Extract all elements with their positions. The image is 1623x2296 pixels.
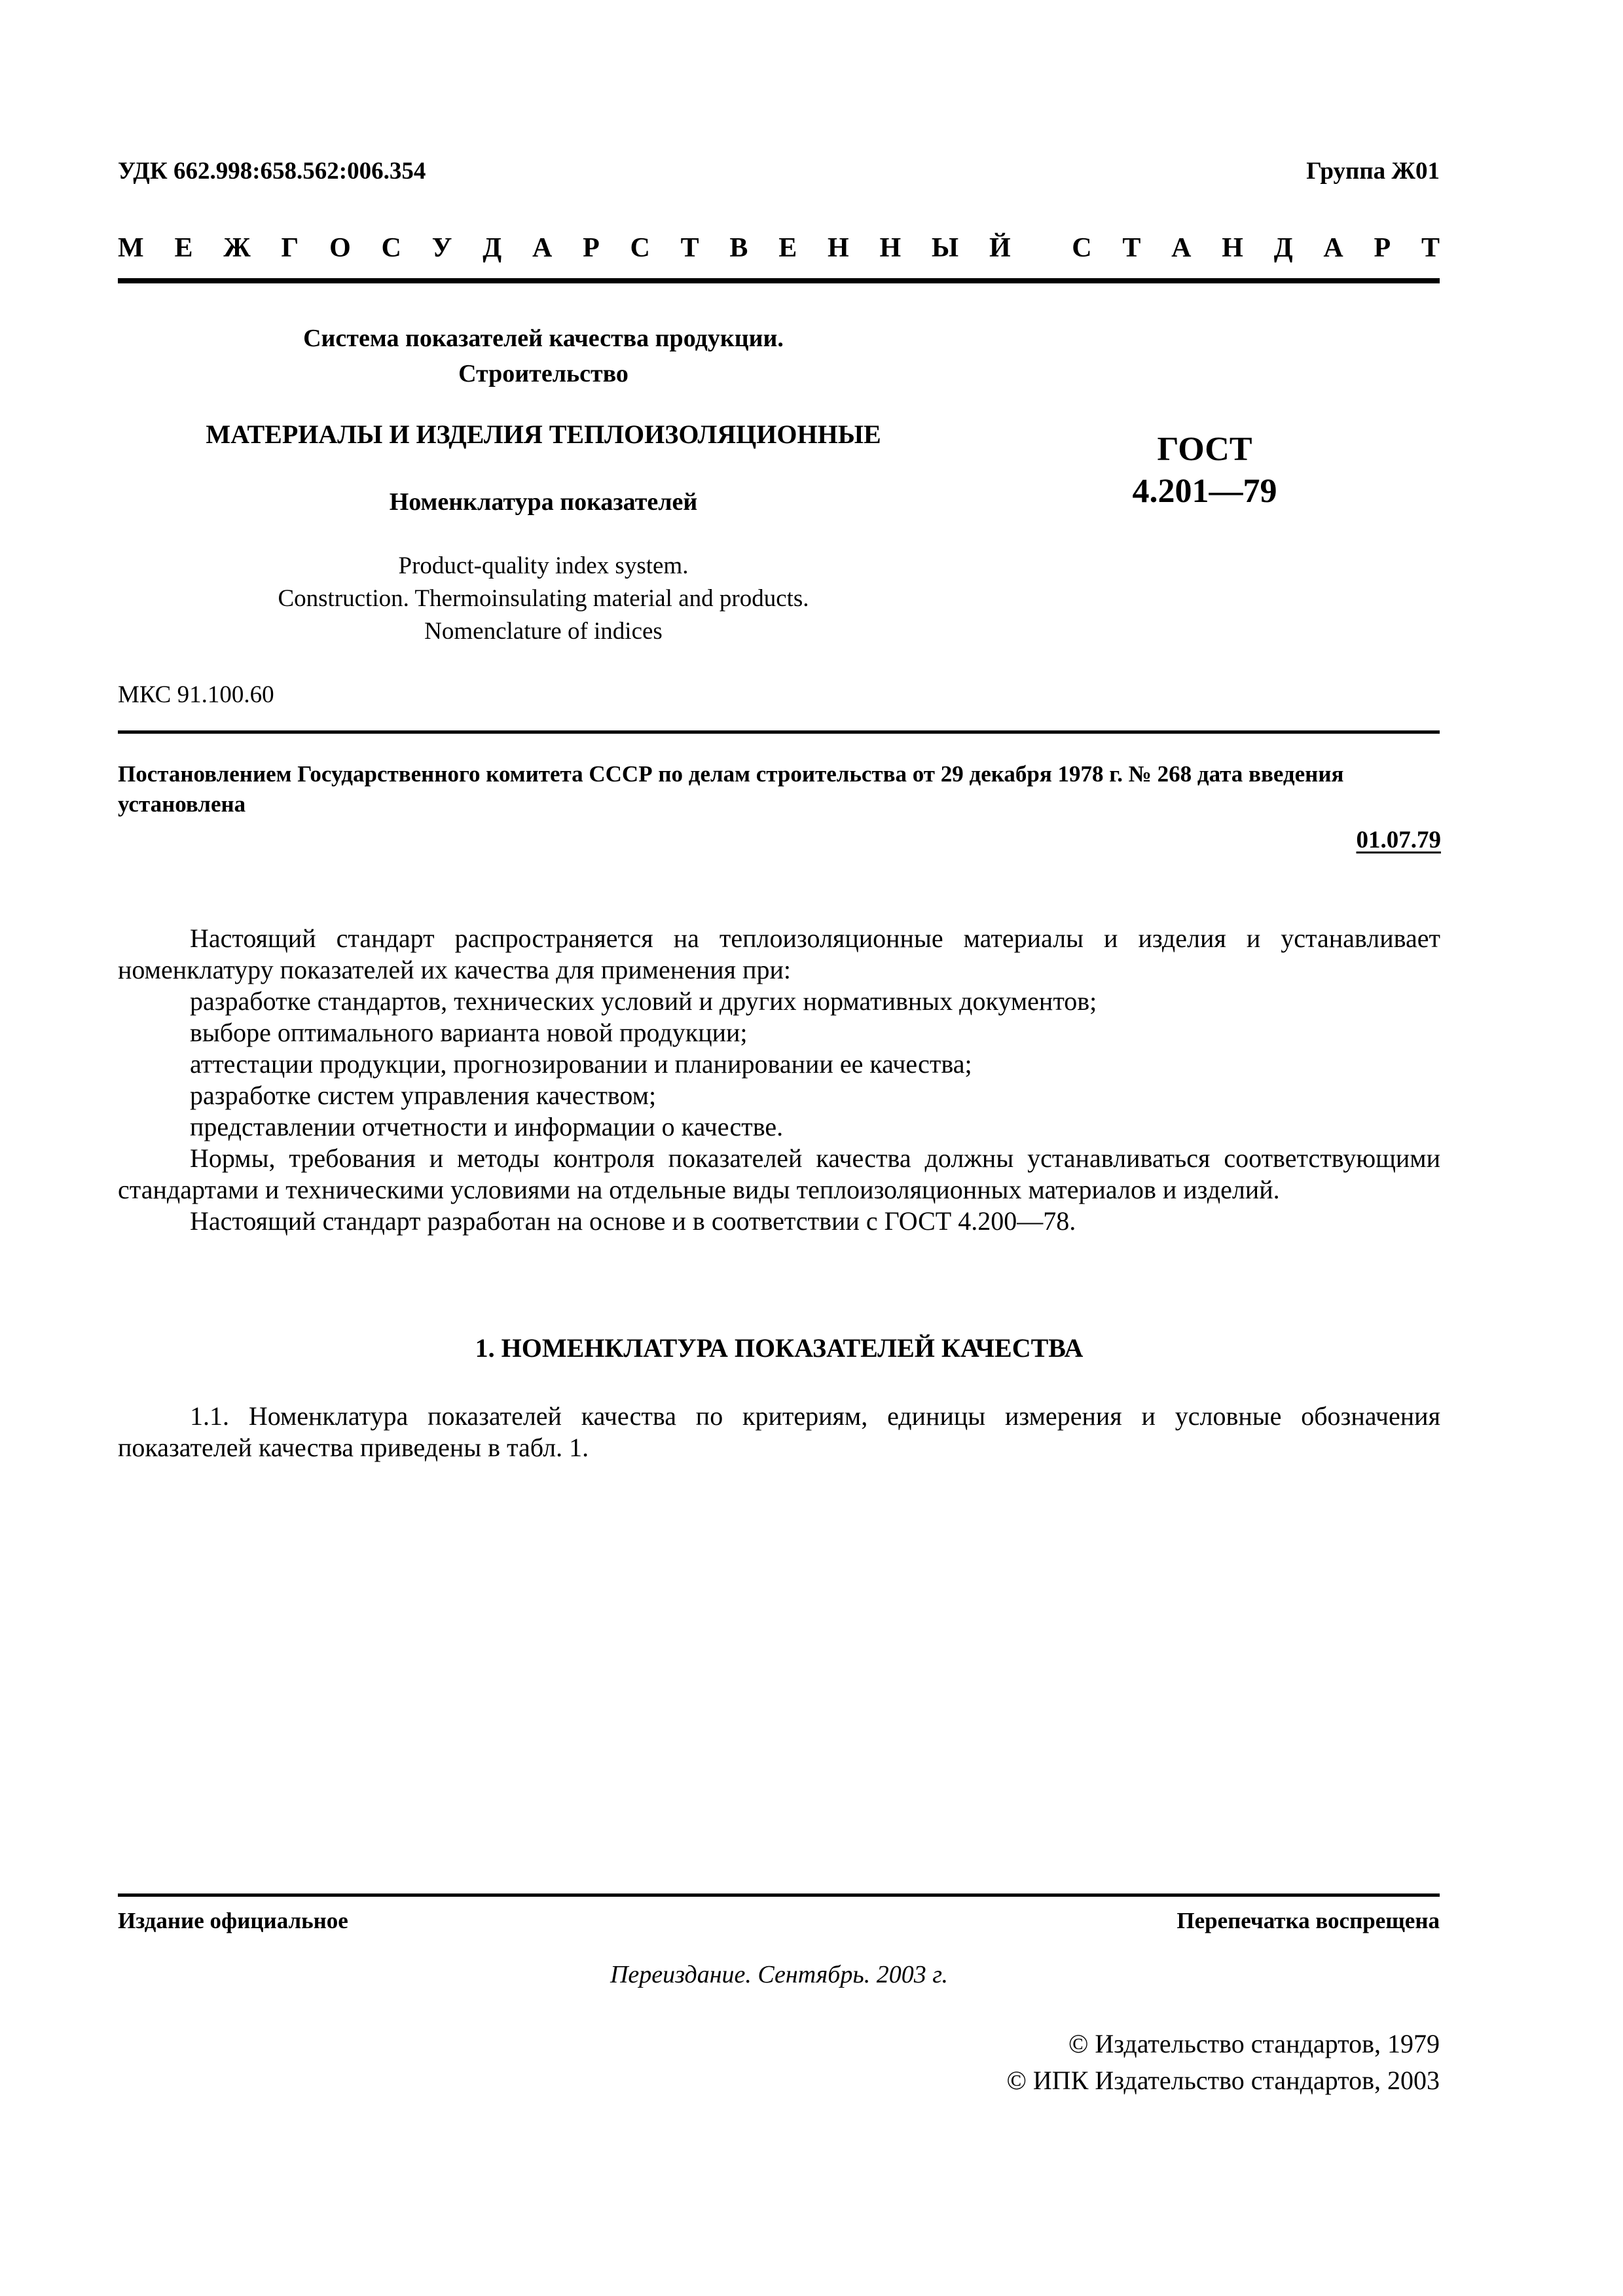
banner-letter: Т [1421,233,1440,263]
official-edition-label: Издание официальное [118,1908,348,1933]
gost-designation [1074,429,1336,512]
banner-letter: Е [174,233,193,263]
banner-letter: Н [879,233,902,263]
decree-text: Постановлением Государственного комитета СССР по делам строительства от 29 декабря 1978 г. № 268 дата введения установлена [118,761,1344,817]
section-heading: 1. НОМЕНКЛАТУРА ПОКАЗАТЕЛЕЙ КАЧЕСТВА [475,1333,1084,1363]
banner-letter: Й [989,233,1011,263]
document-subtitle: Номенклатура показателей [389,488,698,516]
banner-letter: С [630,233,650,263]
banner-letter: Н [1222,233,1243,263]
banner-letter: А [1323,233,1343,263]
reedition-note: Переиздание. Сентябрь. 2003 г. [610,1961,949,1988]
banner-letter: Т [680,233,699,263]
clause-paragraph: 1.1. Номенклатура показателей качества по критериям, единицы измерения и условные обозначения показателей качества приведены в табл. 1. [118,1401,1440,1462]
footer-divider [118,1893,1440,1897]
copyright-line: © Издательство стандартов, 1979 [1068,2029,1440,2058]
interstate-standard-banner [118,232,1440,264]
banner-letter: Т [1122,233,1141,263]
document-title: МАТЕРИАЛЫ И ИЗДЕЛИЯ ТЕПЛОИЗОЛЯЦИОННЫЕ [206,420,881,449]
banner-letter: Д [483,233,502,263]
reprint-ban-label: Перепечатка воспрещена [1176,1908,1440,1933]
english-title [118,550,969,648]
banner-letter: У [431,233,452,263]
banner-letter: Д [1273,233,1293,263]
section-body [118,1401,1440,1463]
banner-letter: С [1072,233,1092,263]
banner-letter: М [118,233,144,263]
application-item: аттестации продукции, прогнозировании и планировании ее качества; [190,1049,972,1079]
mks-code: МКС 91.100.60 [118,681,274,708]
banner-letter: С [381,233,401,263]
banner-letter: О [329,233,351,263]
title-divider [118,730,1440,734]
banner-letter: Ж [223,233,251,263]
header-divider [118,278,1440,283]
banner-letter: Ы [931,233,959,263]
intro-section [118,923,1440,1237]
banner-letter: Г [281,233,299,263]
banner-letter: В [729,233,748,263]
banner-letter: Р [583,233,600,263]
english-title-line: Nomenclature of indices [424,618,663,645]
gost-number: 4.201—79 [1132,473,1277,510]
english-title-line: Product-quality index system. [398,552,689,579]
banner-letter: Е [778,233,797,263]
application-item: разработке стандартов, технических условий и других нормативных документов; [190,986,1097,1016]
basis-paragraph: Настоящий стандарт разработан на основе и в соответствии с ГОСТ 4.200—78. [190,1206,1076,1236]
system-title-line: Строительство [458,360,629,387]
application-item: представлении отчетности и информации о качестве. [190,1112,784,1141]
english-title-line: Construction. Thermoinsulating material and products. [278,585,809,612]
copyright-block [1007,2026,1440,2099]
introduction-date: 01.07.79 [1356,827,1441,853]
intro-paragraph: Настоящий стандарт распространяется на теплоизоляционные материалы и изделия и устанавливает номенклатуру показателей их качества для применения при: [118,924,1440,984]
gost-label: ГОСТ [1157,431,1252,468]
banner-letter: Р [1374,233,1391,263]
application-item: выборе оптимального варианта новой продукции; [190,1018,748,1047]
udk-code: УДК 662.998:658.562:006.354 [118,158,426,185]
banner-letter: А [1171,233,1192,263]
system-title [118,321,969,391]
norms-paragraph: Нормы, требования и методы контроля показателей качества должны устанавливаться соответствующими стандартами и техническими условиями на отдельные виды теплоизоляционных материалов и изделий. [118,1143,1440,1204]
group-code: Группа Ж01 [1306,158,1440,185]
application-item: разработке систем управления качеством; [190,1081,657,1110]
banner-letter: Н [828,233,849,263]
system-title-line: Система показателей качества продукции. [303,325,784,352]
banner-letter: А [532,233,553,263]
copyright-line: © ИПК Издательство стандартов, 2003 [1006,2066,1440,2095]
